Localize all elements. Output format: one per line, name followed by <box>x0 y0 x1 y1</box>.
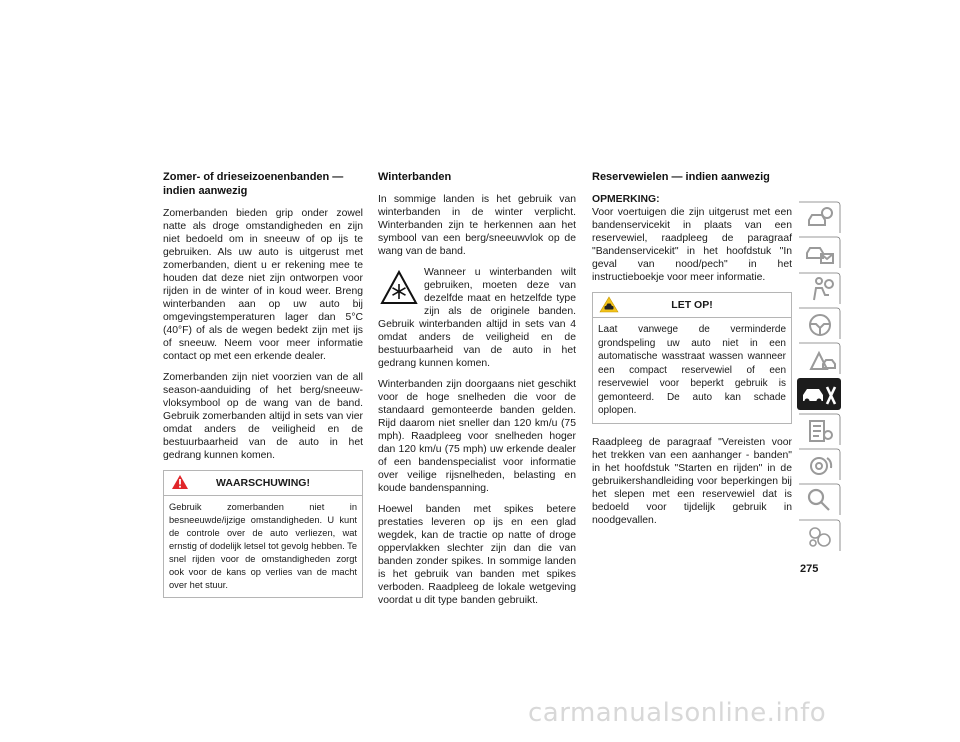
column-summer-tires <box>163 170 363 598</box>
caution-text: Laat vanwege de verminderde grondspeling uw auto niet in een automatische wasstraat wassen wanneer een compact reservewiel of een reservewiel voor beperkt gebruik is gemonteerd. De auto kan schade oplopen. <box>598 324 786 416</box>
note-label: OPMERKING: <box>592 194 660 205</box>
warning-title: WAARSCHUWING! <box>216 477 310 489</box>
tab-car-tools[interactable] <box>797 377 840 410</box>
warning-box <box>163 470 363 598</box>
section-heading: Winterbanden <box>378 171 452 183</box>
caution-box <box>592 292 792 424</box>
tab-languages[interactable] <box>797 519 840 552</box>
watermark: carmanualsonline.info <box>528 698 827 728</box>
warning-header <box>164 471 362 496</box>
tab-multimedia[interactable] <box>797 448 840 481</box>
tab-car-mail[interactable] <box>797 236 840 269</box>
paragraph: Hoewel banden met spikes betere prestaties leveren op ijs en een glad wegdek, kan de tractie op natte of droge oppervlakken slechter zijn dan die van banden zonder spikes. In sommige landen is het gebruik van banden met spikes verboden. Raadpleeg de lokale wetgeving voordat u dit type banden gebruikt. <box>378 504 576 606</box>
warning-icon <box>171 474 189 490</box>
languages-icon <box>797 519 841 552</box>
warning-triangle-car-icon <box>797 342 841 375</box>
car-tools-icon <box>797 377 841 410</box>
paragraph: Zomerbanden bieden grip onder zowel natte als droge omstandigheden en zijn niet bedoeld om in sneeuw of op ijs te gebruiken. Als uw auto is uitgerust met zomerbanden, dient u er rekening mee te houden dat deze niet zijn ontworpen voor rijden in de winter of in koud weer. Breng winterbanden aan op uw auto bij omgevingstemperaturen lager dan 5°C (40°F) of als de wegen bedekt zijn met ijs of sneeuw. Neem voor meer informatie contact op met een erkende dealer. <box>163 208 363 362</box>
paragraph-with-icon: Wanneer u winterbanden wilt gebruiken, moeten deze van dezelfde maat en hetzelfde type zijn als de originele banden. Gebruik winterbanden altijd in sets van 4 omdat anders de veiligheid en de bestuurbaarheid van de auto in het gedrang kunnen komen. <box>378 267 576 369</box>
multimedia-icon <box>797 448 841 481</box>
note-text: Voor voertuigen die zijn uitgerust met een bandenservicekit in plaats van een reservewiel, raadpleeg de paragraaf "Bandenservicekit" in het hoofdstuk "In geval van nood/pech" in het instructieboekje voor meer informatie. <box>592 207 792 283</box>
tab-checklist[interactable] <box>797 413 840 446</box>
seat-airbag-icon <box>797 272 841 305</box>
car-mail-icon <box>797 236 841 269</box>
caution-title: LET OP! <box>671 299 713 311</box>
tab-search[interactable] <box>797 483 840 516</box>
tab-car-info[interactable] <box>797 201 840 234</box>
mountain-snowflake-icon <box>380 268 418 306</box>
paragraph: Zomerbanden zijn niet voorzien van de all season-aanduiding of het berg/sneeuw-vloksymbool op de wang van de band. Gebruik zomerbanden altijd in sets van vier omdat anders de veiligheid en de bestuurbaarheid van de auto in het gedrang kunnen komen. <box>163 372 363 461</box>
warning-text: Gebruik zomerbanden niet in besneeuwde/ijzige omstandigheden. U kunt de controle over de auto verliezen, wat ernstig of dodelijk letsel tot gevolg hebben. Te snel rijden voor de omstandigheden zorgt ook voor de kans op verlies van de macht over het stuur. <box>169 502 357 590</box>
tab-seat-airbag[interactable] <box>797 272 840 305</box>
column-spare-wheels <box>592 170 792 535</box>
column-winter-tires <box>378 170 576 615</box>
paragraph: Raadpleeg de paragraaf "Vereisten voor het trekken van een aanhanger - banden" in het hoofdstuk "Starten en rijden" in de gebruikershandleiding voor beperkingen bij het slepen met een reservewiel dat is bedoeld voor tijdelijk gebruik in noodgevallen. <box>592 436 792 526</box>
note <box>592 193 792 284</box>
section-heading: Reservewielen — indien aanwezig <box>592 171 770 183</box>
tab-warning-triangle[interactable] <box>797 342 840 375</box>
steering-wheel-icon <box>797 307 841 340</box>
search-magnifier-icon <box>797 483 841 516</box>
page-number: 275 <box>800 563 819 575</box>
car-info-icon <box>797 201 841 234</box>
tab-steering-wheel[interactable] <box>797 307 840 340</box>
checklist-icon <box>797 413 841 446</box>
caution-header <box>593 293 791 318</box>
chapter-tabs <box>797 201 841 554</box>
section-heading: Zomer- of drieseizoenenbanden — indien aanwezig <box>163 171 344 197</box>
paragraph: In sommige landen is het gebruik van winterbanden in de winter verplicht. Winterbanden zijn te herkennen aan het symbool van een berg/sneeuwvlok op de wang van de band. <box>378 194 576 257</box>
car-caution-icon <box>599 296 619 313</box>
paragraph: Winterbanden zijn doorgaans niet geschikt voor de hoge snelheden die voor de standaard gemonteerde banden gelden. Rijd daarom niet sneller dan 120 km/u (75 mph). Raadpleeg voor snelheden hoger dan 120 km/u (75 mph) uw erkende dealer of een bandenspecialist voor informatie over veilige rijsnelheden, belasting en koude bandenspanning. <box>378 379 576 494</box>
